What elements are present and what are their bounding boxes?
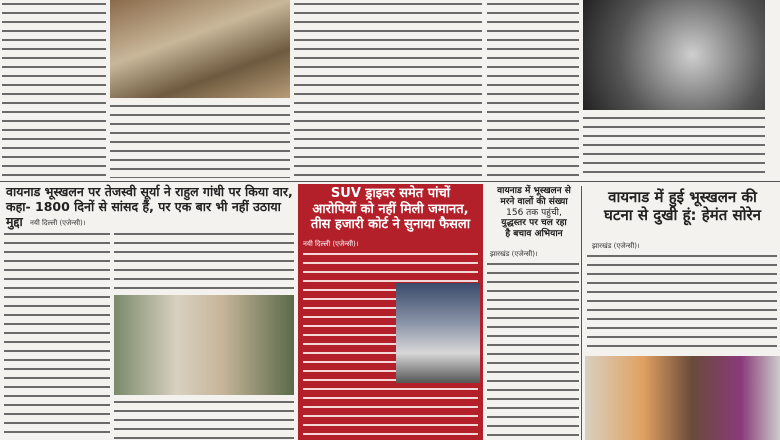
toll-headline — [487, 186, 581, 240]
soren-photo — [585, 356, 780, 440]
suv-headline — [298, 186, 483, 233]
dateline: झारखंड (एजेन्सी)। — [592, 242, 640, 250]
headline-line: वायनाड में भूस्खलन से — [497, 186, 571, 196]
text-column — [487, 260, 579, 440]
text-column — [114, 398, 294, 440]
headline-line: 156 तक पहुंची, — [506, 207, 562, 218]
headline-line: वायनाड भूस्खलन पर तेजस्वी सूर्या ने राहुल गांधी पर किया वार, — [6, 184, 293, 199]
headline-line: वायनाड में हुई भूस्खलन की — [608, 188, 757, 206]
coaching-centre-photo — [396, 283, 480, 383]
dateline: झारखंड (एजेन्सी)। — [490, 250, 538, 258]
headline-line: मरने वालों की संख्या — [500, 196, 568, 207]
headline-line: युद्धस्तर पर चल रहा — [501, 218, 567, 229]
headline-line: तीस हजारी कोर्ट ने सुनाया फैसला — [310, 217, 471, 233]
text-column — [114, 230, 294, 292]
divider — [581, 186, 582, 440]
headline-line: SUV ड्राइवर समेत पांचों — [330, 186, 451, 201]
headline-line: घटना से दुखी हूं: हेमंत सोरेन — [604, 206, 761, 224]
divider — [0, 181, 780, 182]
text-column — [583, 114, 765, 178]
text-column — [487, 0, 579, 178]
headline-line: कहा- 1800 दिनों से सांसद हैं, पर एक बार भी नहीं उठाया मुद्दा — [6, 199, 281, 229]
text-column — [110, 102, 290, 178]
text-column — [4, 230, 110, 440]
text-column — [2, 0, 106, 178]
headline-line: है बचाव अभियान — [505, 229, 563, 240]
dateline: नयी दिल्ली (एजेन्सी)। — [30, 219, 86, 227]
soren-headline — [585, 188, 780, 224]
headline-line: आरोपियों को नहीं मिली जमानत, — [312, 201, 469, 217]
text-column — [294, 0, 482, 178]
dateline: नयी दिल्ली (एजेन्सी)। — [303, 240, 359, 248]
parliament-photo — [110, 0, 290, 98]
hands-photo — [583, 0, 765, 110]
text-column — [587, 252, 777, 352]
surya-photo — [114, 295, 294, 395]
